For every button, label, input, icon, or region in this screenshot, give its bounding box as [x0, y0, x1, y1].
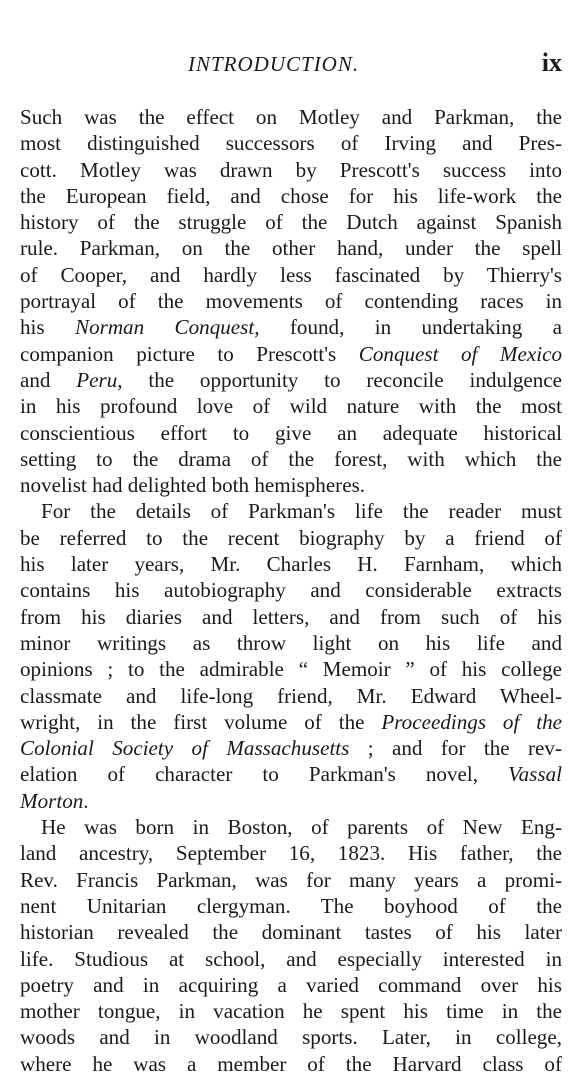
text-line: where he was a member of the Harvard class of [20, 1051, 562, 1076]
text-line: poetry and in acquiring a varied command over his [20, 972, 562, 997]
text-line: setting to the drama of the forest, with which the [20, 446, 562, 471]
text-line: his Norman Conquest, found, in undertaking a [20, 315, 562, 340]
text-line: portrayal of the movements of contending races in [20, 289, 562, 314]
text-line: elation of character to Parkman's novel, Vassal [20, 762, 562, 787]
text-line: of Cooper, and hardly less fascinated by Thierry's [20, 262, 562, 287]
text-line: conscientious effort to give an adequate historical [20, 420, 562, 445]
text-line: history of the struggle of the Dutch against Spanish [20, 210, 562, 235]
text-line: from his diaries and letters, and from such of his [20, 604, 562, 629]
text-line: land ancestry, September 16, 1823. His father, the [20, 841, 562, 866]
text-line: cott. Motley was drawn by Prescott's success into [20, 157, 562, 182]
page-number: ix [541, 48, 562, 77]
text-line: nent Unitarian clergyman. The boyhood of the [20, 893, 562, 918]
text-line: woods and in woodland sports. Later, in college, [20, 1025, 562, 1050]
text-line: Rev. Francis Parkman, was for many years a promi- [20, 867, 562, 892]
text-line: wright, in the first volume of the Proceedings of the [20, 709, 562, 734]
text-line: opinions ; to the admirable “ Memoir ” of his college [20, 657, 562, 682]
text-line: life. Studious at school, and especially interested in [20, 946, 562, 971]
text-line: contains his autobiography and considerable extracts [20, 578, 562, 603]
text-line: For the details of Parkman's life the reader must [41, 499, 562, 524]
running-head: INTRODUCTION. [188, 52, 360, 76]
paragraph-2 [20, 498, 562, 814]
text-line: and Peru, the opportunity to reconcile indulgence [20, 367, 562, 392]
text-line: historian revealed the dominant tastes of his later [20, 920, 562, 945]
body-text [20, 104, 562, 1077]
text-line: in his profound love of wild nature with the most [20, 394, 562, 419]
paragraph-1 [20, 104, 562, 498]
text-line: classmate and life-long friend, Mr. Edward Wheel- [20, 683, 562, 708]
page-header [20, 48, 562, 78]
text-line: Colonial Society of Massachusetts ; and for the rev- [20, 736, 562, 761]
text-line: his later years, Mr. Charles H. Farnham, which [20, 552, 562, 577]
text-line: Morton. [20, 788, 89, 813]
text-line: minor writings as throw light on his life and [20, 630, 562, 655]
text-line: most distinguished successors of Irving and Pres- [20, 131, 562, 156]
text-line: He was born in Boston, of parents of New Eng- [41, 815, 562, 840]
text-line: companion picture to Prescott's Conquest of Mexico [20, 341, 562, 366]
text-line: mother tongue, in vacation he spent his time in the [20, 999, 562, 1024]
text-line: novelist had delighted both hemispheres. [20, 473, 366, 498]
text-line: rule. Parkman, on the other hand, under the spell [20, 236, 562, 261]
paragraph-3 [20, 814, 562, 1077]
text-line: be referred to the recent biography by a friend of [20, 525, 562, 550]
text-line: Such was the effect on Motley and Parkman, the [20, 105, 562, 129]
text-line: the European field, and chose for his life-work the [20, 183, 562, 208]
